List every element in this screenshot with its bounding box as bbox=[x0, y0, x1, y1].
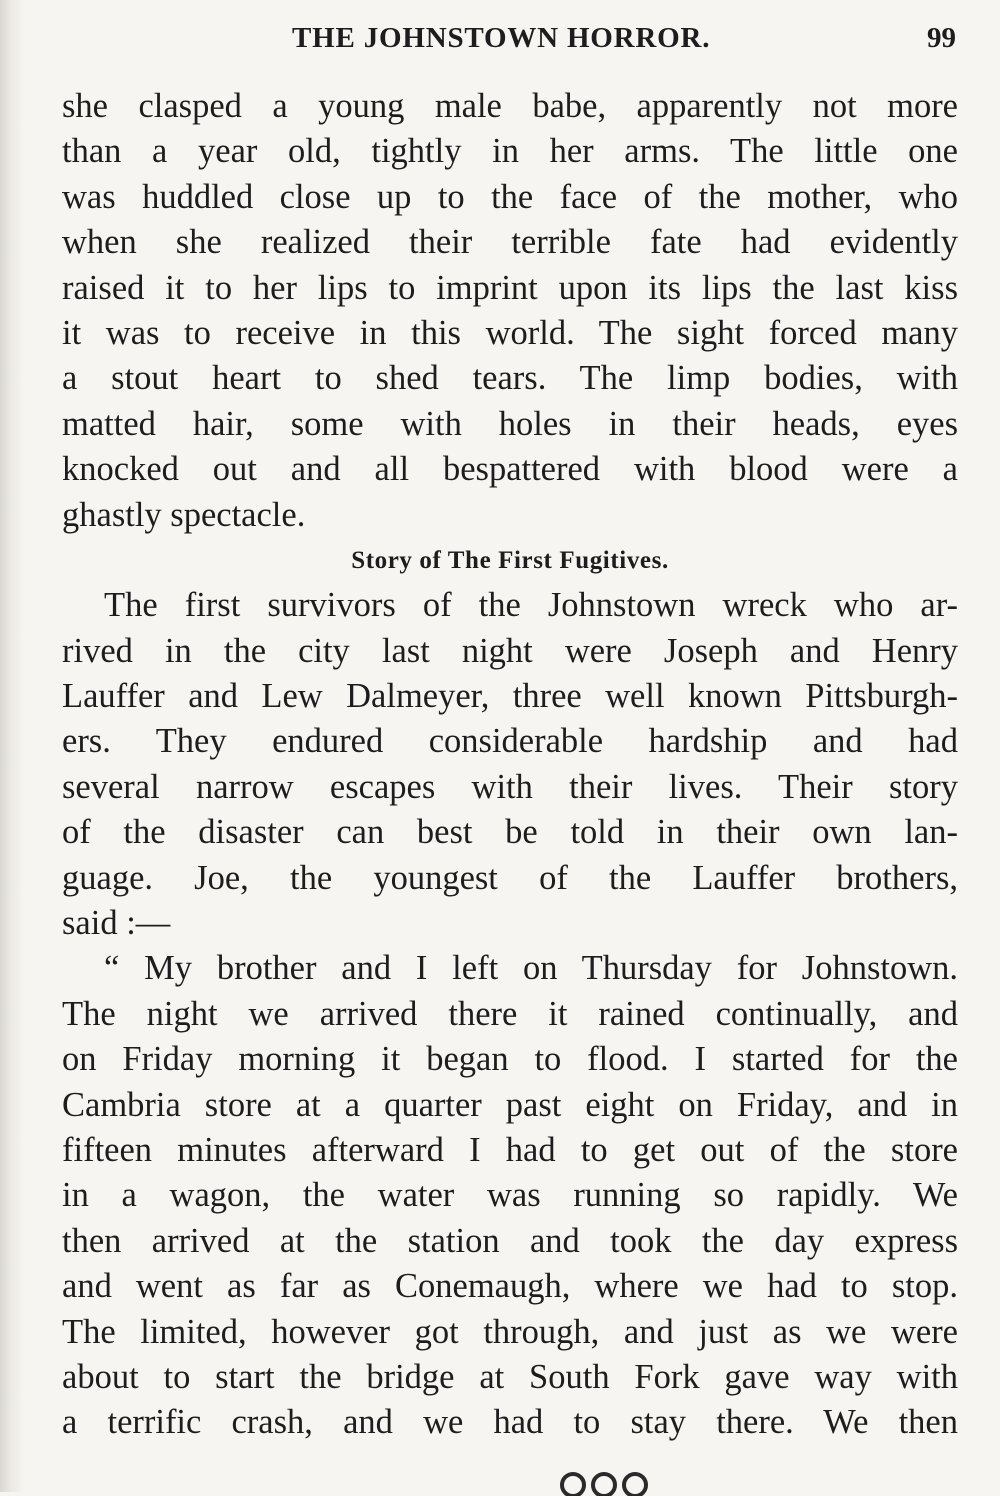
text-line: raised it to her lips to imprint upon its lips the last kiss bbox=[62, 268, 958, 307]
text-line: several narrow escapes with their lives. Their story bbox=[62, 767, 958, 806]
text-line: Cambria store at a quarter past eight on Friday, and in bbox=[62, 1085, 958, 1124]
text-line: it was to receive in this world. The sight forced many bbox=[62, 313, 958, 352]
text-line: matted hair, some with holes in their heads, eyes bbox=[62, 404, 958, 443]
ring-mark-icon bbox=[591, 1472, 617, 1496]
text-line: in a wagon, the water was running so rapidly. We bbox=[62, 1176, 958, 1215]
text-line: knocked out and all bespattered with blood were a bbox=[62, 450, 958, 489]
text-line: a stout heart to shed tears. The limp bodies, with bbox=[62, 359, 958, 398]
text-line: ghastly spectacle. bbox=[62, 495, 306, 534]
ring-mark-icon bbox=[622, 1472, 648, 1496]
text-line: then arrived at the station and took the day express bbox=[62, 1221, 958, 1260]
text-line: about to start the bridge at South Fork gave way with bbox=[62, 1357, 958, 1396]
paragraph-3 bbox=[62, 946, 958, 1445]
paragraph-1 bbox=[62, 84, 958, 538]
text-line: The first survivors of the Johnstown wreck who ar- bbox=[104, 586, 958, 625]
text-line: rived in the city last night were Joseph and Henry bbox=[62, 631, 958, 670]
text-line: The night we arrived there it rained continually, and bbox=[62, 994, 958, 1033]
ring-mark-icon bbox=[560, 1472, 586, 1496]
text-line: ers. They endured considerable hardship and had bbox=[62, 722, 958, 761]
text-line: was huddled close up to the face of the mother, who bbox=[62, 177, 958, 216]
text-line: The limited, however got through, and just as we were bbox=[62, 1312, 958, 1351]
text-line: “ My brother and I left on Thursday for Johnstown. bbox=[104, 949, 958, 988]
section-subheading: Story of The First Fugitives. bbox=[351, 546, 669, 574]
cropped-footer-mark bbox=[560, 1472, 660, 1496]
text-line: a terrific crash, and we had to stay there. We then bbox=[62, 1403, 958, 1442]
text-line: when she realized their terrible fate had evidently bbox=[62, 223, 958, 262]
text-line: and went as far as Conemaugh, where we had to stop. bbox=[62, 1267, 958, 1306]
text-line: she clasped a young male babe, apparently not more bbox=[62, 87, 958, 125]
text-line: on Friday morning it began to flood. I started for the bbox=[62, 1040, 958, 1079]
text-line: fifteen minutes afterward I had to get out of the store bbox=[62, 1130, 958, 1169]
text-line: Lauffer and Lew Dalmeyer, three well known Pittsburgh- bbox=[62, 677, 958, 716]
running-header bbox=[0, 18, 1000, 62]
text-line: of the disaster can best be told in their own lan- bbox=[62, 813, 958, 852]
text-line: said :— bbox=[62, 904, 171, 943]
page-number: 99 bbox=[927, 22, 956, 54]
text-line: than a year old, tightly in her arms. The little one bbox=[62, 132, 958, 171]
body-text bbox=[62, 84, 958, 1446]
text-line: guage. Joe, the youngest of the Lauffer brothers, bbox=[62, 858, 958, 897]
running-header-title: THE JOHNSTOWN HORROR. bbox=[292, 22, 711, 54]
paragraph-2 bbox=[62, 583, 958, 946]
